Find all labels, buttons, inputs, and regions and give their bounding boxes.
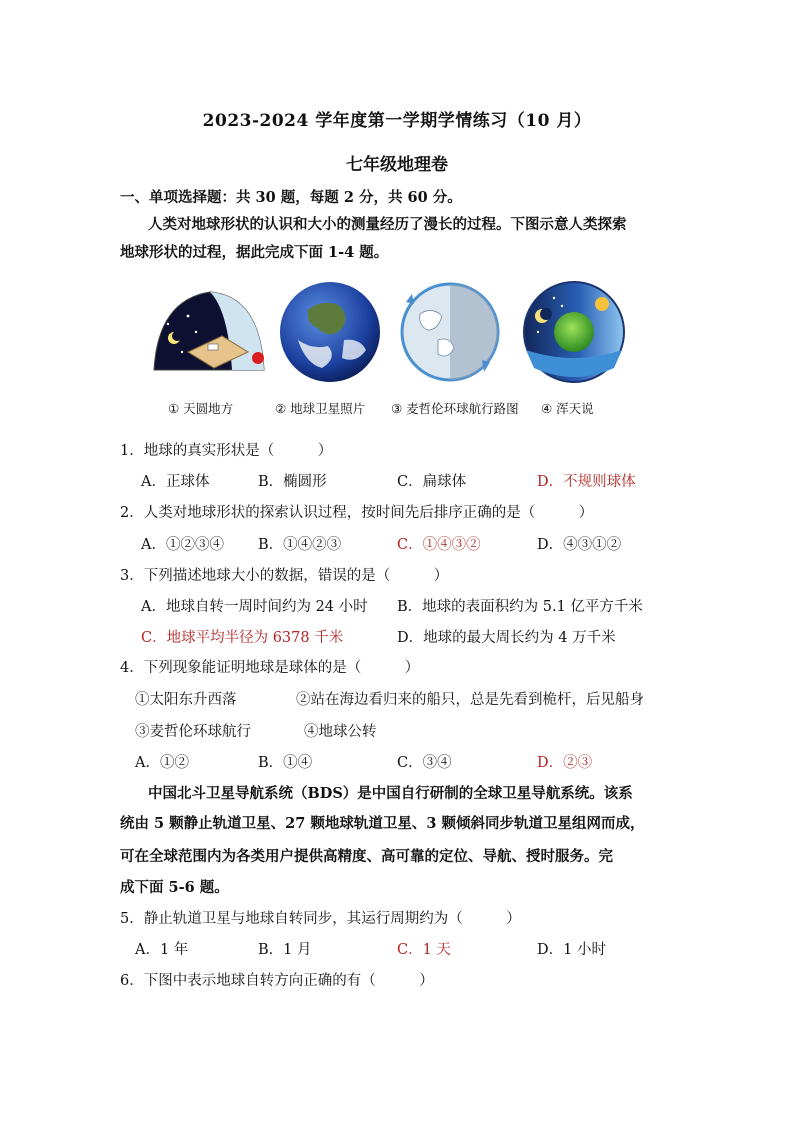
q4-statement-4: ④地球公转 bbox=[304, 724, 377, 740]
q1-option-a: A．正球体 bbox=[141, 474, 210, 490]
q3-option-b: B．地球的表面积约为 5.1 亿平方千米 bbox=[397, 599, 643, 615]
q5-option-b: B．1 月 bbox=[258, 942, 312, 958]
q2-option-d: D．④③①② bbox=[537, 537, 622, 553]
q4-statement-2: ②站在海边看归来的船只，总是先看到桅杆，后见船身 bbox=[296, 692, 644, 708]
q1-option-c: C．扁球体 bbox=[397, 474, 467, 490]
q1-option-d: D．不规则球体 bbox=[537, 474, 636, 490]
q3-option-d: D．地球的最大周长约为 4 万千米 bbox=[397, 630, 616, 646]
passage-line-2: 统由 5 颗静止轨道卫星、27 颗地球轨道卫星、3 颗倾斜同步轨道卫星组网而成， bbox=[120, 815, 645, 832]
q5-option-c: C．1 天 bbox=[397, 942, 451, 958]
question-3-stem: 3．下列描述地球大小的数据，错误的是（ ） bbox=[120, 568, 449, 584]
passage-line-1: 中国北斗卫星导航系统（BDS）是中国自行研制的全球卫星导航系统。该系 bbox=[148, 785, 633, 802]
q3-option-a: A．地球自转一周时间约为 24 小时 bbox=[141, 599, 368, 615]
q2-option-c: C．①④③② bbox=[397, 537, 481, 553]
figure-caption-1: ① 天圆地方 bbox=[168, 401, 234, 416]
page-subtitle: 七年级地理卷 bbox=[346, 155, 448, 175]
figure-caption-2: ② 地球卫星照片 bbox=[275, 401, 366, 416]
q5-option-d: D．1 小时 bbox=[537, 942, 606, 958]
earth-shape-figures bbox=[148, 280, 648, 390]
dome-heaven-figure bbox=[148, 280, 266, 380]
q5-option-a: A．1 年 bbox=[135, 942, 189, 958]
question-2-stem: 2．人类对地球形状的探索认识过程，按时间先后排序正确的是（ ） bbox=[120, 505, 594, 521]
q1-option-b: B．椭圆形 bbox=[258, 474, 327, 490]
question-1-stem: 1．地球的真实形状是（ ） bbox=[120, 443, 333, 459]
intro-line-2: 地球形状的过程，据此完成下面 1-4 题。 bbox=[120, 244, 389, 261]
figure-caption-4: ④ 浑天说 bbox=[541, 401, 594, 416]
celestial-sphere-figure bbox=[518, 280, 630, 384]
q4-option-b: B．①④ bbox=[258, 755, 313, 771]
intro-line-1: 人类对地球形状的认识和大小的测量经历了漫长的过程。下图示意人类探索 bbox=[148, 216, 627, 233]
question-5-stem: 5．静止轨道卫星与地球自转同步，其运行周期约为（ ） bbox=[120, 911, 521, 927]
magellan-route-figure bbox=[398, 280, 502, 384]
q4-option-a: A．①② bbox=[135, 755, 189, 771]
q4-statement-3: ③麦哲伦环球航行 bbox=[135, 724, 251, 740]
page-title: 2023-2024 学年度第一学期学情练习（10 月） bbox=[202, 111, 592, 131]
q4-option-c: C．③④ bbox=[397, 755, 452, 771]
q3-option-c: C．地球平均半径为 6378 千米 bbox=[141, 630, 344, 646]
passage-line-4: 成下面 5-6 题。 bbox=[120, 879, 229, 896]
question-6-stem: 6．下图中表示地球自转方向正确的有（ ） bbox=[120, 973, 434, 989]
satellite-earth-figure bbox=[278, 280, 382, 384]
q4-option-d: D．②③ bbox=[537, 755, 593, 771]
q4-statement-1: ①太阳东升西落 bbox=[135, 692, 237, 708]
q2-option-b: B．①④②③ bbox=[258, 537, 342, 553]
figure-caption-3: ③ 麦哲伦环球航行路图 bbox=[391, 401, 519, 416]
section-heading: 一、单项选择题：共 30 题，每题 2 分，共 60 分。 bbox=[120, 189, 462, 206]
passage-line-3: 可在全球范围内为各类用户提供高精度、高可靠的定位、导航、授时服务。完 bbox=[120, 848, 613, 865]
question-4-stem: 4．下列现象能证明地球是球体的是（ ） bbox=[120, 660, 420, 676]
q2-option-a: A．①②③④ bbox=[141, 537, 224, 553]
